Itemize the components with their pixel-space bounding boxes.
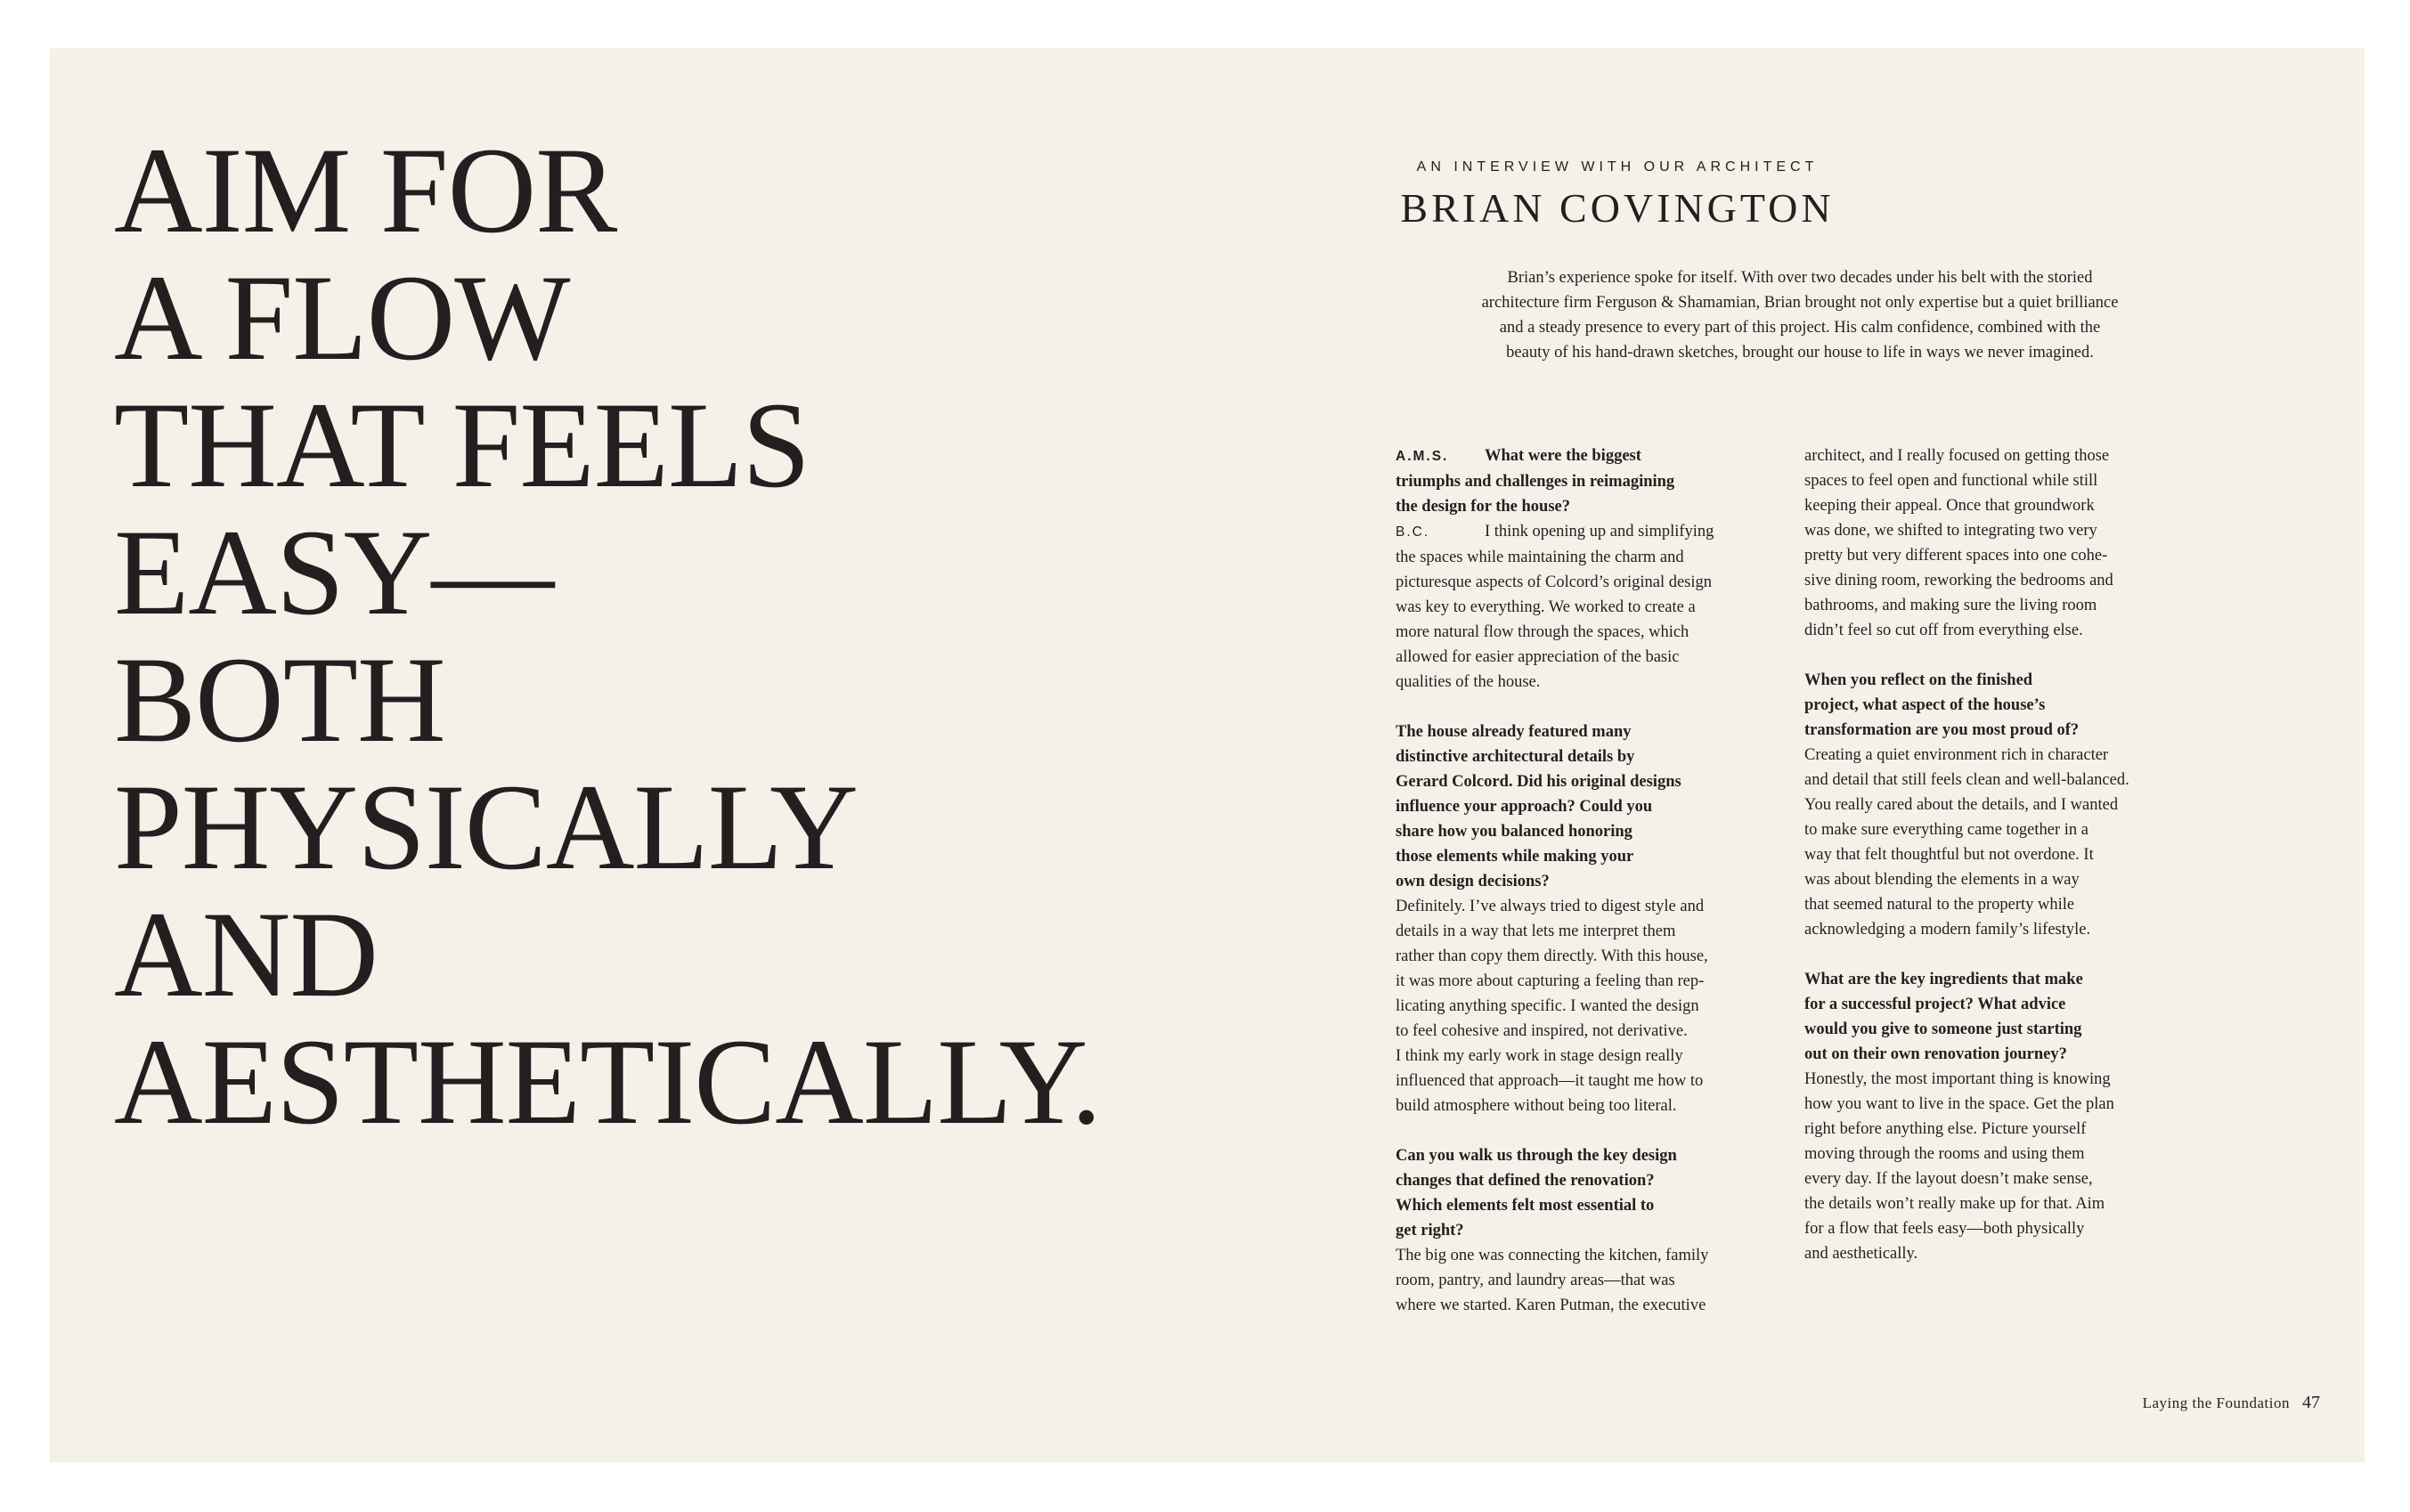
answer-line: room, pantry, and laundry areas—that was (1396, 1272, 1675, 1289)
intro-paragraph (1408, 265, 2192, 365)
question-line: Can you walk us through the key design (1396, 1147, 1677, 1165)
answer-line: bathrooms, and making sure the living room (1804, 597, 2097, 614)
answer-line: architect, and I really focused on getting those (1804, 447, 2110, 465)
answer-line: to make sure everything came together in a (1804, 821, 2088, 839)
pull-quote-line: BOTH (114, 631, 445, 768)
intro-line: architecture firm Ferguson & Shamamian, Brian brought not only expertise but a quiet brilliance (1481, 294, 2119, 312)
answer-line: was about blending the elements in a way (1804, 871, 2080, 889)
intro-line: Brian’s experience spoke for itself. With over two decades under his belt with the storied (1507, 269, 2093, 287)
section-title: Laying the Foundation (2142, 1394, 2290, 1411)
question-line: influence your approach? Could you (1396, 798, 1653, 816)
question-4 (1804, 668, 2170, 743)
answer-line: every day. If the layout doesn’t make sense, (1804, 1170, 2093, 1188)
answer-3-continued (1804, 443, 2170, 643)
question-line: The house already featured many (1396, 723, 1632, 741)
answer-line: and detail that still feels clean and well-balanced. (1804, 771, 2129, 789)
question-line: the design for the house? (1396, 498, 1570, 516)
answer-line: keeping their appeal. Once that groundwork (1804, 497, 2095, 515)
answer-line: and aesthetically. (1804, 1245, 1918, 1263)
question-3 (1396, 1143, 1761, 1243)
question-line: would you give to someone just starting (1804, 1020, 2082, 1038)
answer-line: was key to everything. We worked to create a (1396, 598, 1696, 616)
question-line: share how you balanced honoring (1396, 823, 1632, 841)
pull-quote-line: AND (114, 886, 378, 1022)
answer-line: build atmosphere without being too literal. (1396, 1097, 1677, 1115)
answer-line: qualities of the house. (1396, 673, 1541, 691)
answer-line: Creating a quiet environment rich in character (1804, 746, 2109, 764)
question-1 (1396, 443, 1761, 519)
question-line: transformation are you most proud of? (1804, 721, 2080, 739)
architect-name: BRIAN COVINGTON (1400, 185, 1835, 231)
question-line: Which elements felt most essential to (1396, 1197, 1655, 1215)
question-line: When you reflect on the finished (1804, 671, 2033, 689)
answer-line: I think my early work in stage design really (1396, 1047, 1683, 1065)
question-line: triumphs and challenges in reimagining (1396, 473, 1675, 491)
page-footer (2143, 1393, 2320, 1413)
intro-line: beauty of his hand-drawn sketches, brought our house to life in ways we never imagined. (1506, 344, 2094, 362)
question-2 (1396, 719, 1761, 894)
interview-column-left (1396, 443, 1761, 1318)
answer-line: sive dining room, reworking the bedrooms and (1804, 572, 2113, 589)
answer-line: was done, we shifted to integrating two very (1804, 522, 2097, 540)
answer-line: that seemed natural to the property while (1804, 896, 2075, 914)
question-line: out on their own renovation journey? (1804, 1045, 2067, 1063)
question-line: get right? (1396, 1222, 1464, 1240)
intro-line: and a steady presence to every part of this project. His calm confidence, combined with the (1499, 319, 2101, 337)
pull-quote-line: AESTHETICALLY. (114, 1013, 1102, 1150)
question-line: distinctive architectural details by (1396, 748, 1635, 766)
answer-line: details in a way that lets me interpret them (1396, 923, 1676, 940)
pull-quote-line: EASY— (114, 504, 554, 640)
answer-line: way that felt thoughtful but not overdone. It (1804, 846, 2094, 864)
pull-quote-line: PHYSICALLY (114, 759, 858, 895)
question-line: What were the biggest (1485, 447, 1641, 465)
speaker-label-architect: B.C. (1396, 524, 1430, 540)
answer-line: acknowledging a modern family’s lifestyle. (1804, 921, 2091, 939)
page-number: 47 (2302, 1393, 2320, 1412)
answer-line: allowed for easier appreciation of the basic (1396, 648, 1680, 666)
answer-line: influenced that approach—it taught me how to (1396, 1072, 1704, 1090)
interview-column-right (1804, 443, 2170, 1266)
magazine-spread (50, 48, 2365, 1462)
answer-line: it was more about capturing a feeling than rep- (1396, 972, 1705, 990)
answer-line: for a flow that feels easy—both physically (1804, 1220, 2085, 1238)
question-line: What are the key ingredients that make (1804, 971, 2083, 988)
answer-1 (1396, 519, 1761, 695)
answer-3-start (1396, 1243, 1761, 1318)
question-line: those elements while making your (1396, 848, 1634, 866)
question-5 (1804, 967, 2170, 1067)
answer-line: how you want to live in the space. Get the plan (1804, 1095, 2114, 1113)
pull-quote-line: AIM FOR (114, 122, 617, 258)
answer-line: didn’t feel so cut off from everything else. (1804, 622, 2083, 639)
answer-line: Honestly, the most important thing is knowing (1804, 1070, 2111, 1088)
answer-line: spaces to feel open and functional while still (1804, 472, 2098, 490)
answer-line: moving through the rooms and using them (1804, 1145, 2085, 1163)
speaker-label-interviewer: A.M.S. (1396, 449, 1449, 464)
pull-quote (114, 122, 1290, 1150)
question-line: own design decisions? (1396, 873, 1550, 890)
answer-line: the details won’t really make up for that. Aim (1804, 1195, 2105, 1213)
answer-line: right before anything else. Picture yourself (1804, 1120, 2087, 1138)
question-line: for a successful project? What advice (1804, 996, 2066, 1013)
answer-line: Definitely. I’ve always tried to digest style and (1396, 898, 1705, 915)
question-line: Gerard Colcord. Did his original designs (1396, 773, 1681, 791)
question-line: changes that defined the renovation? (1396, 1172, 1655, 1190)
answer-line: licating anything specific. I wanted the design (1396, 997, 1699, 1015)
answer-line: the spaces while maintaining the charm and (1396, 549, 1684, 566)
answer-2 (1396, 894, 1761, 1118)
answer-line: pretty but very different spaces into one cohe- (1804, 547, 2108, 565)
answer-line: You really cared about the details, and I wanted (1804, 796, 2119, 814)
question-line: project, what aspect of the house’s (1804, 696, 2046, 714)
answer-line: picturesque aspects of Colcord’s original design (1396, 573, 1713, 591)
interview-eyebrow: AN INTERVIEW WITH OUR ARCHITECT (1416, 159, 1819, 175)
pull-quote-line: THAT FEELS (114, 377, 810, 513)
answer-5 (1804, 1067, 2170, 1266)
answer-line: where we started. Karen Putman, the executive (1396, 1297, 1706, 1314)
answer-line: The big one was connecting the kitchen, family (1396, 1247, 1709, 1264)
answer-line: to feel cohesive and inspired, not derivative. (1396, 1022, 1688, 1040)
answer-4 (1804, 743, 2170, 942)
answer-line: more natural flow through the spaces, which (1396, 623, 1689, 641)
answer-line: rather than copy them directly. With this house, (1396, 947, 1708, 965)
pull-quote-line: A FLOW (114, 249, 570, 386)
answer-line: I think opening up and simplifying (1485, 523, 1714, 541)
